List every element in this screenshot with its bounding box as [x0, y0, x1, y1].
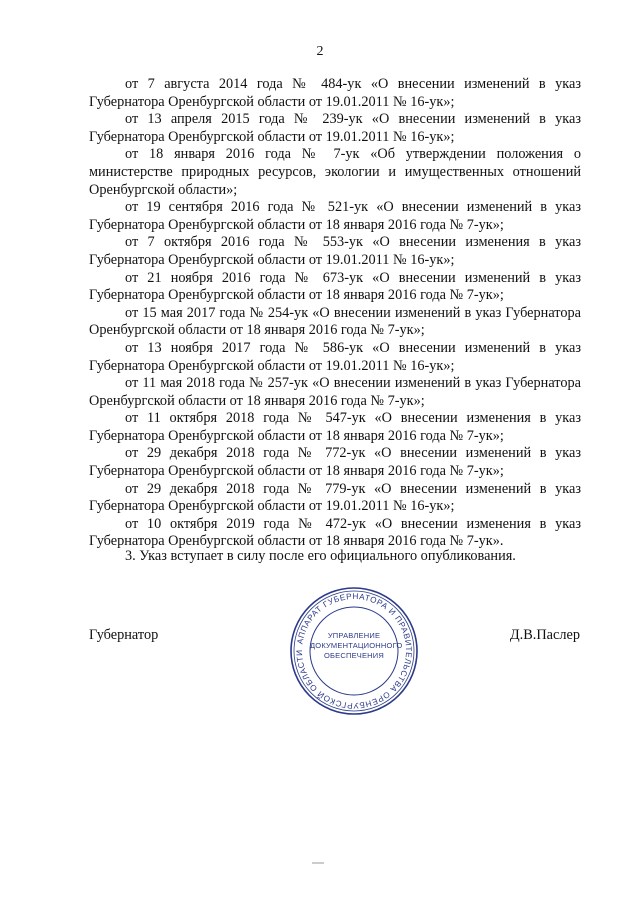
decree-item [89, 340, 581, 375]
decree-item-text: от 11 мая 2018 года № 257-ук «О внесении изменений в указ Губернатора Оренбургской области от 18 января 2016 года № 7-ук»; [89, 375, 581, 409]
decree-item-text: от 15 мая 2017 года № 254-ук «О внесении изменений в указ Губернатора Оренбургской области от 18 января 2016 года № 7-ук»; [89, 304, 581, 339]
seal-center-text [310, 631, 403, 661]
decree-item [89, 146, 581, 199]
decree-item-text: от 7 октября 2016 года № 553-ук «О внесении изменения в указ Губернатора Оренбургской области от 19.01.2011 № 16-ук»; [89, 234, 581, 268]
decree-item [89, 410, 581, 445]
decree-item [89, 234, 581, 269]
decree-item-text: от 19 сентября 2016 года № 521-ук «О внесении изменений в указ Губернатора Оренбургской области от 18 января 2016 года № 7-ук»; [89, 199, 581, 233]
svg-text:АППАРАТ ГУБЕРНАТОРА И ПРАВИТЕЛ: АППАРАТ ГУБЕРНАТОРА И ПРАВИТЕЛЬСТВА ОРЕНБУРГСКОЙ ОБЛАСТИ [294, 591, 414, 711]
decree-item [89, 111, 581, 146]
decree-item [89, 516, 581, 551]
decree-item [89, 481, 581, 516]
decree-item-text: от 10 октября 2019 года № 472-ук «О внесении изменения в указ Губернатора Оренбургской области от 18 января 2016 года № 7-ук». [89, 515, 581, 550]
decree-item [89, 305, 581, 340]
decree-item-text: от 29 декабря 2018 года № 772-ук «О внесении изменений в указ Губернатора Оренбургской области от 18 января 2016 года № 7-ук»; [89, 445, 581, 480]
signatory-name: Д.В.Паслер [509, 627, 580, 643]
decree-item [89, 270, 581, 305]
scan-artifact [312, 862, 324, 864]
decree-item [89, 375, 581, 410]
effective-clause-text: 3. Указ вступает в силу после его официального опубликования. [125, 548, 516, 564]
decree-item-text: от 29 декабря 2018 года № 779-ук «О внесении изменений в указ Губернатора Оренбургской области от 19.01.2011 № 16-ук»; [89, 480, 581, 515]
seal-line: ОБЕСПЕЧЕНИЯ [324, 651, 384, 660]
decree-item-text: от 13 апреля 2015 года № 239-ук «О внесении изменений в указ Губернатора Оренбургской области от 19.01.2011 № 16-ук»; [89, 111, 581, 145]
signatory-title: Губернатор [89, 627, 159, 643]
decree-item [89, 76, 581, 111]
seal-line: УПРАВЛЕНИЕ [327, 631, 381, 640]
effective-clause [89, 548, 581, 566]
decree-item-text: от 21 ноября 2016 года № 673-ук «О внесении изменений в указ Губернатора Оренбургской области от 18 января 2016 года № 7-ук»; [89, 269, 581, 304]
decree-item-text: от 7 августа 2014 года № 484-ук «О внесении изменений в указ Губернатора Оренбургской области от 19.01.2011 № 16-ук»; [89, 76, 581, 110]
decree-item [89, 199, 581, 234]
decree-list [89, 76, 581, 551]
decree-item [89, 445, 581, 480]
decree-item-text: от 11 октября 2018 года № 547-ук «О внесении изменения в указ Губернатора Оренбургской области от 18 января 2016 года № 7-ук»; [89, 410, 581, 444]
page-number: 2 [316, 44, 324, 59]
seal-line: ДОКУМЕНТАЦИОННОГО [310, 641, 403, 650]
decree-item-text: от 13 ноября 2017 года № 586-ук «О внесении изменений в указ Губернатора Оренбургской области от 19.01.2011 № 16-ук»; [89, 339, 581, 374]
decree-item-text: от 18 января 2016 года № 7-ук «Об утверждении положения о министерстве природных ресурсов, экологии и имущественных отношений Оренбургской области»; [89, 146, 581, 198]
